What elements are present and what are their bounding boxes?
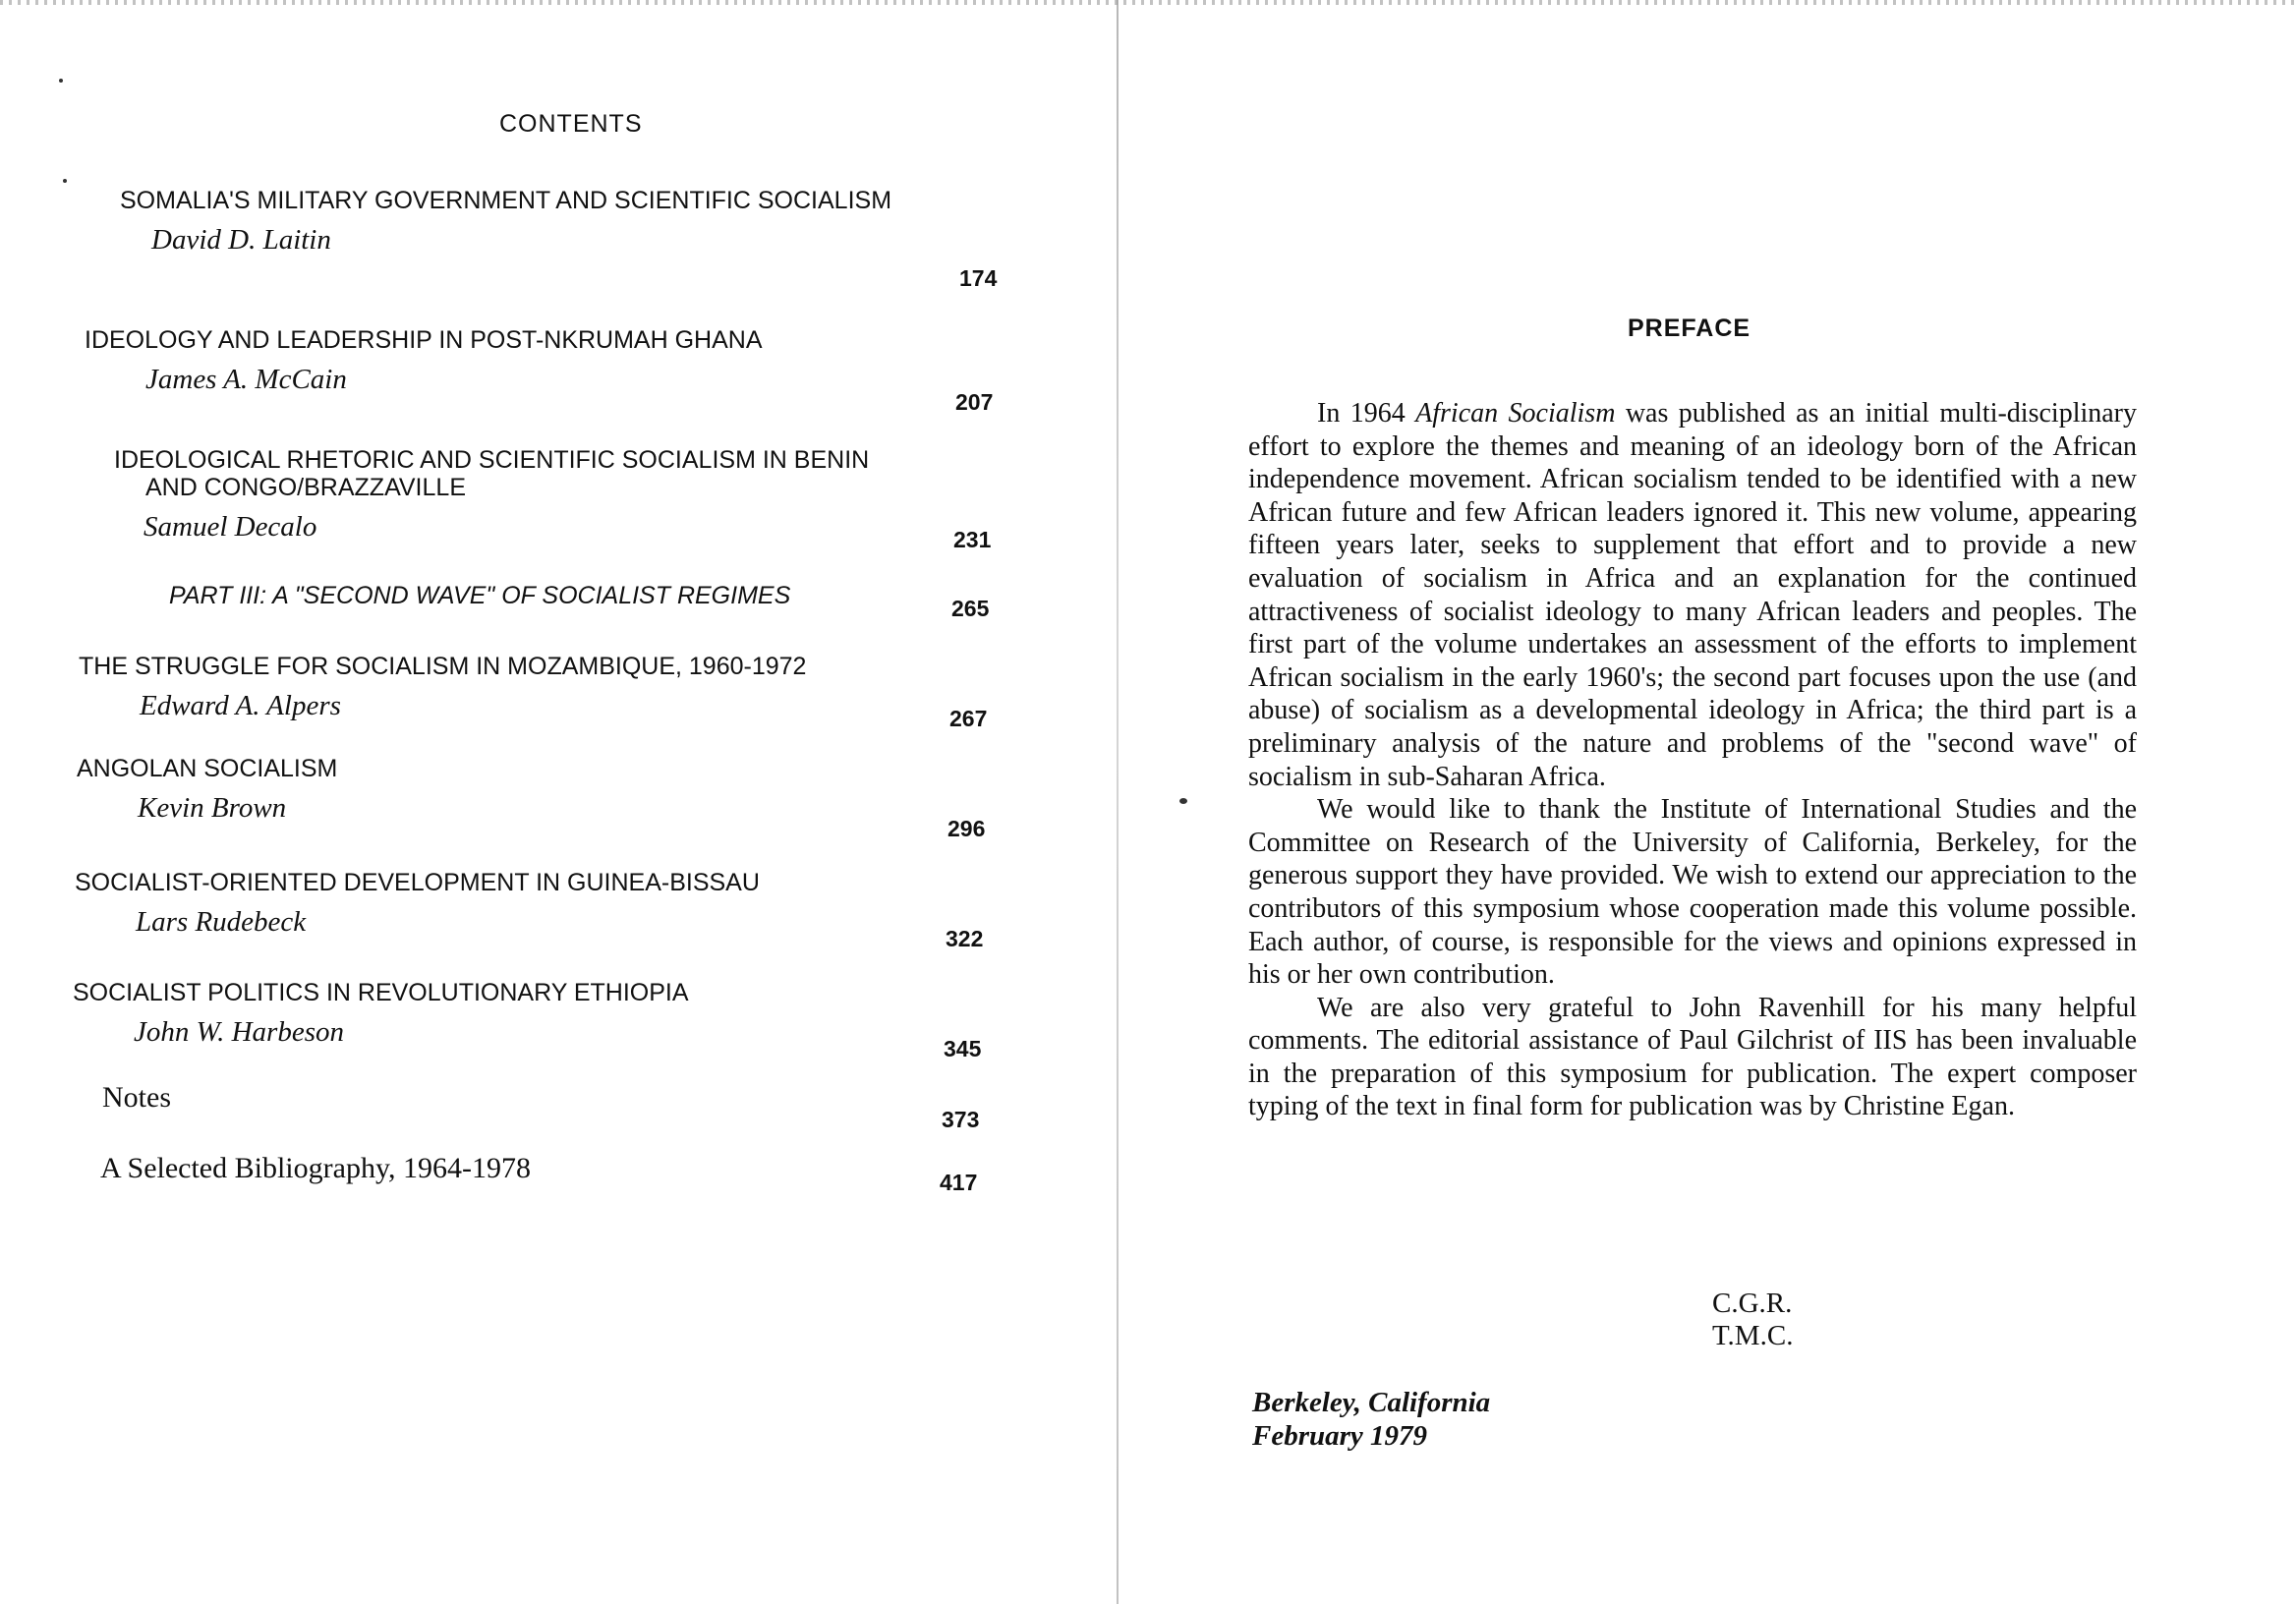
toc-entry-author: Kevin Brown — [138, 792, 287, 824]
initials-line: T.M.C. — [1712, 1320, 1794, 1351]
preface-heading: PREFACE — [1628, 315, 1751, 342]
toc-entry — [90, 187, 1073, 257]
bibliography-entry: A Selected Bibliography, 1964-1978 — [100, 1152, 531, 1184]
place-and-date — [1252, 1386, 1490, 1453]
toc-entry — [79, 653, 1062, 722]
toc-entry-title: THE STRUGGLE FOR SOCIALISM IN MOZAMBIQUE, 1960-1972 — [79, 653, 807, 680]
toc-entry-page: 174 — [959, 265, 998, 291]
toc-entry — [77, 755, 1060, 825]
bibliography-page: 417 — [940, 1170, 978, 1195]
toc-entry-page: 207 — [955, 389, 994, 415]
part-heading: PART III: A "SECOND WAVE" OF SOCIALIST REGIMES — [169, 582, 791, 609]
toc-entry-page: 231 — [953, 527, 992, 552]
editor-initials — [1712, 1288, 1793, 1352]
toc-entry — [83, 446, 1065, 544]
preface-paragraph: We are also very grateful to John Ravenhill for his many helpful comments. The editorial assistance of Paul Gilchrist of IIS has been invaluable in the preparation of this symposium for publication. The expert composer typing of the text in final form for publication was by Christine Egan. — [1248, 992, 2137, 1122]
book-title: African Socialism — [1415, 398, 1616, 429]
toc-entry-title: IDEOLOGICAL RHETORIC AND SCIENTIFIC SOCIALISM IN BENIN AND CONGO/BRAZZAVILLE — [114, 446, 870, 501]
notes-page: 373 — [942, 1107, 980, 1132]
toc-entry — [75, 869, 1058, 939]
preface-paragraph — [1248, 397, 2137, 793]
toc-entry-title: SOMALIA'S MILITARY GOVERNMENT AND SCIENTIFIC SOCIALISM — [120, 187, 892, 214]
toc-entry-page: 345 — [944, 1036, 982, 1061]
contents-page — [0, 0, 1120, 1604]
notes-entry: Notes — [102, 1081, 171, 1114]
toc-entry-author: Lars Rudebeck — [136, 906, 307, 938]
toc-entry — [85, 326, 1067, 396]
toc-entry-page: 267 — [949, 706, 988, 731]
preface-p1-lead: In 1964 — [1317, 398, 1416, 429]
toc-entry-author: Samuel Decalo — [144, 511, 317, 543]
place: Berkeley, California — [1252, 1387, 1491, 1418]
toc-entry-page: 296 — [947, 816, 986, 841]
toc-entry-author: Edward A. Alpers — [140, 690, 341, 721]
contents-heading: CONTENTS — [499, 110, 643, 138]
preface-body — [1248, 397, 2137, 1123]
toc-entry-title: ANGOLAN SOCIALISM — [77, 755, 338, 782]
toc-entry-author: David D. Laitin — [151, 224, 331, 256]
preface-p1-rest: was published as an initial multi-disciplinary effort to explore the themes and meaning of an ideology born of the African independence movement. African socialism tended to be identified with a new African future and few African leaders ignored it. This new volume, appearing fifteen years later, seeks to supplement that effort and to provide a new evaluation of socialism in Africa and an explanation for the continued attractiveness of socialist ideology to many African leaders and peoples. The first part of the volume undertakes an assessment of the efforts to implement African socialism in the early 1960's; the second part focuses upon the use (and abuse) of socialism as a developmental ideology in Africa; the third part is a preliminary analysis of the nature and problems of the "second wave" of socialism in sub-Saharan Africa. — [1248, 398, 2137, 792]
toc-entry-title: SOCIALIST-ORIENTED DEVELOPMENT IN GUINEA-BISSAU — [75, 869, 760, 896]
toc-entry-author: John W. Harbeson — [134, 1016, 345, 1048]
part-heading-page: 265 — [951, 596, 990, 621]
toc-entry-title: IDEOLOGY AND LEADERSHIP IN POST-NKRUMAH GHANA — [85, 326, 763, 354]
initials-line: C.G.R. — [1712, 1288, 1793, 1319]
toc-entry — [73, 979, 1056, 1049]
toc-entry-author: James A. McCain — [145, 364, 347, 395]
date: February 1979 — [1252, 1420, 1428, 1452]
toc-entry-title: SOCIALIST POLITICS IN REVOLUTIONARY ETHIOPIA — [73, 979, 689, 1006]
preface-paragraph: We would like to thank the Institute of International Studies and the Committee on Research of the University of California, Berkeley, for the generous support they have provided. We wish to extend our appreciation to the contributors of this symposium whose cooperation made this volume possible. Each author, of course, is responsible for the views and opinions expressed in his or her own contribution. — [1248, 794, 2137, 991]
toc-entry-page: 322 — [946, 926, 984, 951]
